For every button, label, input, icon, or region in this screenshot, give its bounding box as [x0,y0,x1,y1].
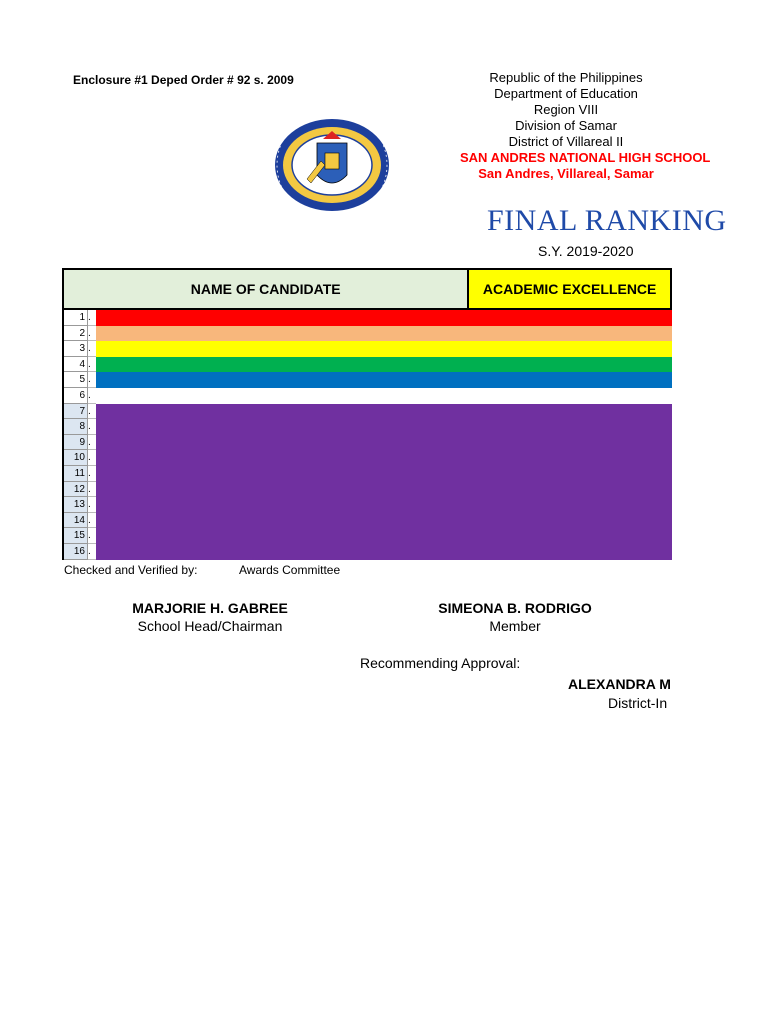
letterhead-line: Division of Samar [515,118,617,133]
row-marker: . [88,310,96,326]
row-marker: . [88,357,96,373]
table-row [62,310,672,326]
signatory-chair [110,600,310,634]
row-number: 11 [64,466,88,482]
table-row [62,372,672,388]
table-row [62,357,672,373]
deped-seal-icon [273,117,391,213]
row-band [96,435,672,451]
signatory-member [415,600,615,634]
table-row [62,388,672,404]
row-band [96,544,672,560]
row-band [96,513,672,529]
table-row [62,497,672,513]
letterhead-line: District of Villareal II [508,134,624,149]
row-number: 8 [64,419,88,435]
row-number: 6 [64,388,88,404]
table-row [62,544,672,560]
row-band [96,419,672,435]
signatory-name: SIMEONA B. RODRIGO [438,600,592,616]
row-marker: . [88,528,96,544]
ranking-table [62,268,672,560]
signatory-name: MARJORIE H. GABREE [132,600,288,616]
row-number: 10 [64,450,88,466]
recommending-label: Recommending Approval: [360,655,521,671]
table-row [62,326,672,342]
row-marker: . [88,450,96,466]
row-band [96,326,672,342]
school-name: SAN ANDRES NATIONAL HIGH SCHOOL [460,150,711,165]
row-number: 4 [64,357,88,373]
signatory-role: School Head/Chairman [137,618,283,634]
enclosure-label: Enclosure #1 Deped Order # 92 s. 2009 [73,73,294,87]
table-row [62,482,672,498]
row-marker: . [88,388,96,404]
row-band [96,388,672,404]
row-number: 15 [64,528,88,544]
row-marker: . [88,435,96,451]
row-number: 16 [64,544,88,560]
letterhead-line: Republic of the Philippines [489,70,643,85]
row-band [96,466,672,482]
table-row [62,528,672,544]
table-body [62,310,672,560]
row-number: 13 [64,497,88,513]
signatory-role: Member [489,618,541,634]
approver-name: ALEXANDRA M [568,676,671,692]
committee-label: Awards Committee [239,563,341,577]
column-header-name: NAME OF CANDIDATE [64,270,469,308]
table-row [62,466,672,482]
page-title: FINAL RANKING [487,204,727,237]
row-marker: . [88,466,96,482]
table-row [62,419,672,435]
row-band [96,372,672,388]
row-marker: . [88,497,96,513]
letterhead-line: Department of Education [494,86,638,101]
row-marker: . [88,372,96,388]
row-band [96,310,672,326]
table-row [62,435,672,451]
school-year: S.Y. 2019-2020 [538,243,634,259]
row-marker: . [88,404,96,420]
table-row [62,513,672,529]
row-band [96,404,672,420]
checked-label: Checked and Verified by: [64,563,198,577]
school-address: San Andres, Villareal, Samar [478,166,654,181]
row-number: 12 [64,482,88,498]
row-band [96,497,672,513]
row-number: 5 [64,372,88,388]
table-header [62,268,672,310]
row-number: 14 [64,513,88,529]
letterhead [460,70,711,182]
letterhead-line: Region VIII [533,102,599,117]
table-row [62,341,672,357]
row-marker: . [88,544,96,560]
row-marker: . [88,341,96,357]
table-row [62,404,672,420]
row-band [96,450,672,466]
row-band [96,357,672,373]
row-number: 3 [64,341,88,357]
column-header-academic: ACADEMIC EXCELLENCE [469,270,672,308]
row-marker: . [88,513,96,529]
row-band [96,341,672,357]
row-marker: . [88,326,96,342]
row-marker: . [88,482,96,498]
row-band [96,482,672,498]
row-number: 9 [64,435,88,451]
row-marker: . [88,419,96,435]
table-row [62,450,672,466]
row-number: 1 [64,310,88,326]
row-band [96,528,672,544]
row-number: 7 [64,404,88,420]
row-number: 2 [64,326,88,342]
approver-role: District-In [608,695,668,711]
